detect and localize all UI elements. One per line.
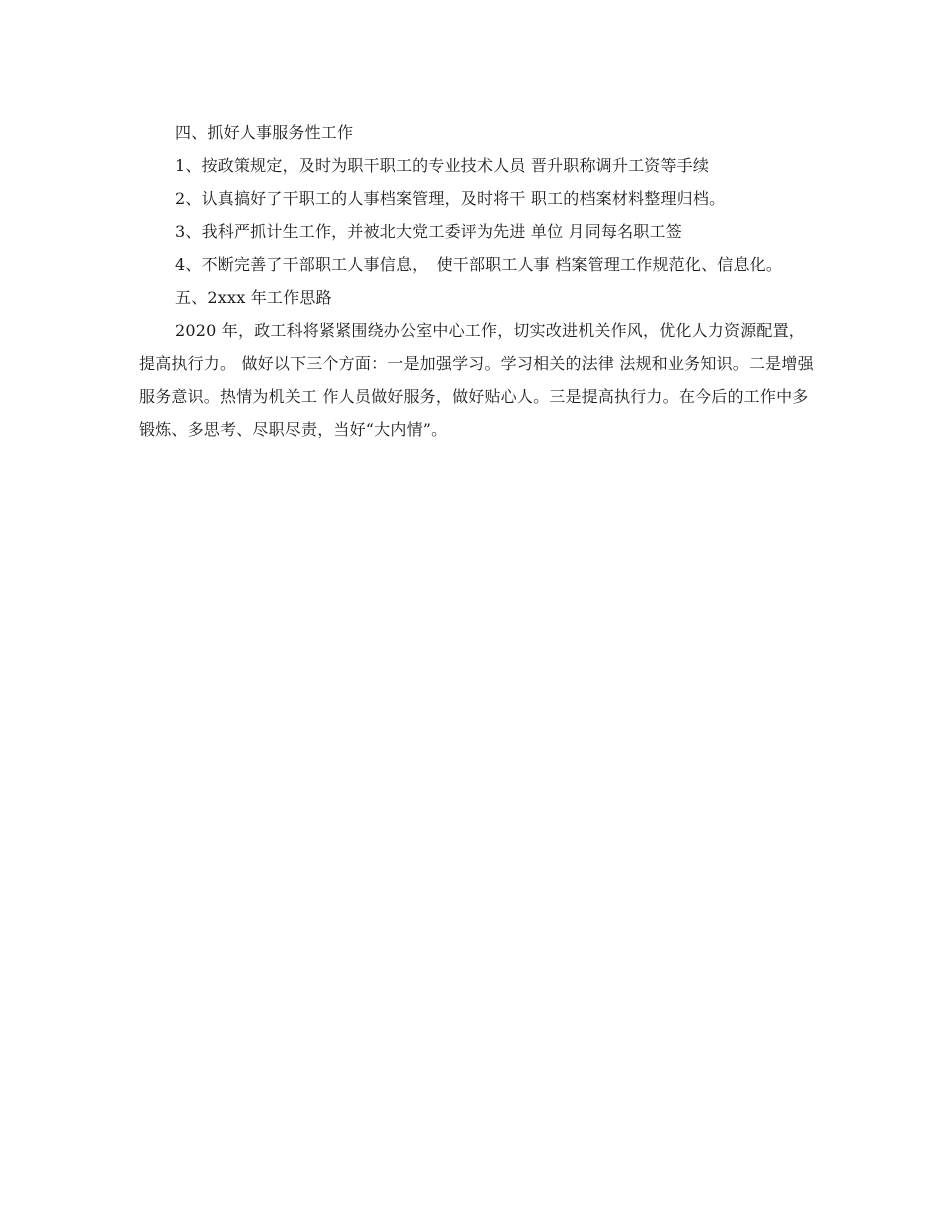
document-body: [139, 116, 819, 446]
list-item-one: 1、按政策规定，及时为职干职工的专业技术人员 晋升职称调升工资等手续: [175, 156, 710, 175]
list-item-two: 2、认真搞好了干职工的人事档案管理，及时将干 职工的档案材料整理归档。: [175, 189, 726, 208]
list-item-four: 4、不断完善了干部职工人事信息， 使干部职工人事 档案管理工作规范化、信息化。: [175, 255, 783, 274]
list-item-three: 3、我科严抓计生工作，并被北大党工委评为先进 单位 月同每名职工签: [175, 222, 682, 241]
section-heading-five: 五、2xxx 年工作思路: [175, 288, 332, 307]
section-heading-four: 四、抓好人事服务性工作: [175, 123, 354, 142]
body-paragraph-plan: 2020 年，政工科将紧紧围绕办公室中心工作，切实改进机关作风，优化人力资源配置，提高执行力。 做好以下三个方面：一是加强学习。学习相关的法律 法规和业务知识。二是增强服务意识。热情为机关工 作人员做好服务，做好贴心人。三是提高执行力。在今后的工作中多锻炼、多思考、尽职尽责，当好“大内情”。: [139, 321, 814, 439]
